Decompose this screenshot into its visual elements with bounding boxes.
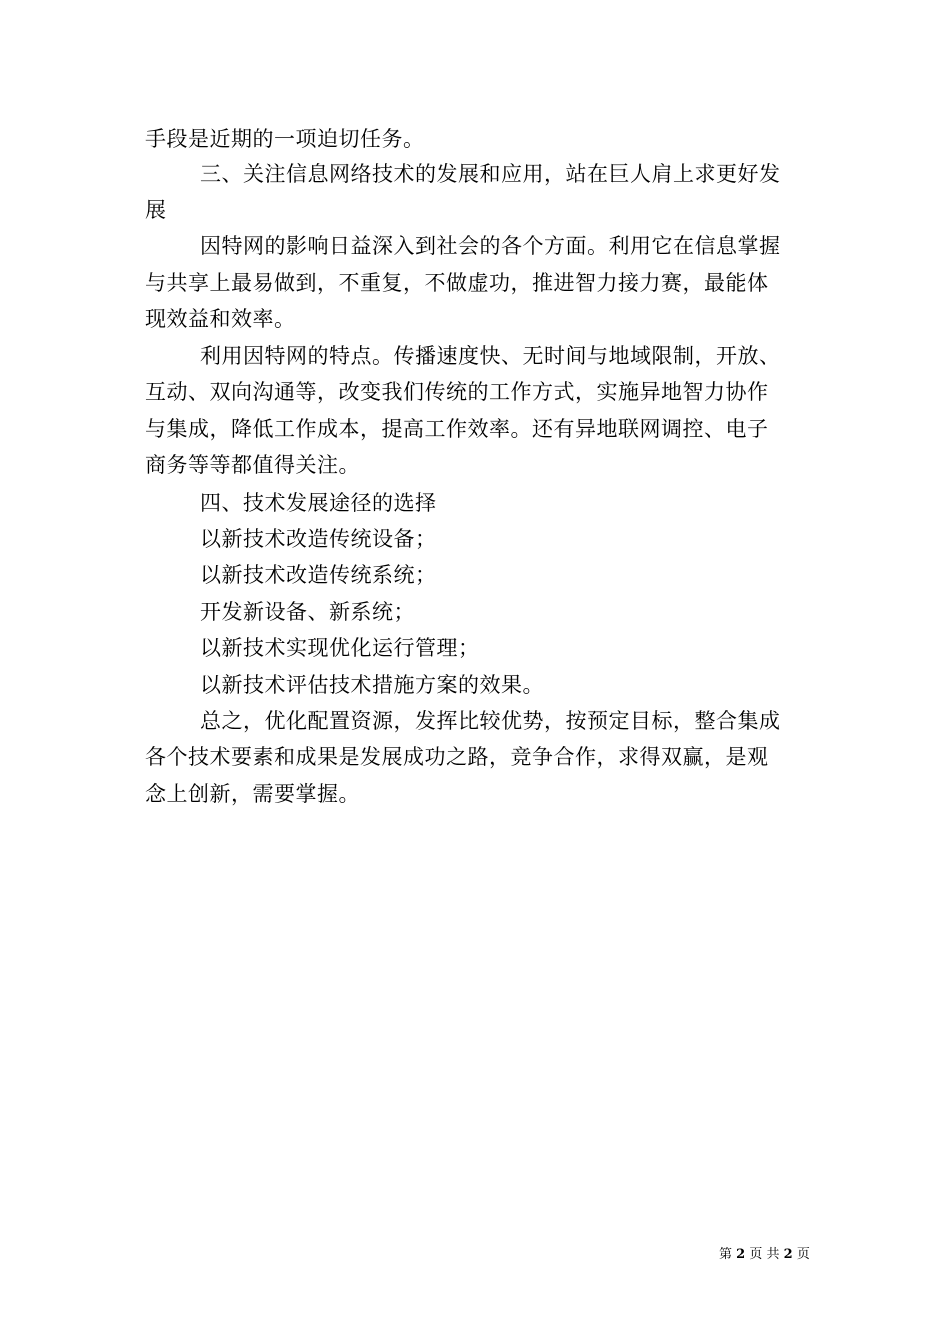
text-line: 手段是近期的一项迫切任务。 [145, 127, 425, 151]
text-line: 展 [145, 198, 167, 222]
text-line: 与共享上最易做到，不重复，不做虚功，推进智力接力赛，最能体 [145, 271, 769, 295]
text-line: 因特网的影响日益深入到社会的各个方面。利用它在信息掌握 [200, 234, 781, 258]
footer-total-pages: 2 [783, 1247, 793, 1262]
list-item: 以新技术评估技术措施方案的效果。 [200, 673, 544, 697]
list-item: 开发新设备、新系统； [200, 600, 415, 624]
footer-prefix: 第 [719, 1247, 733, 1262]
list-item: 以新技术改造传统系统； [200, 563, 437, 587]
footer-current-page: 2 [736, 1247, 746, 1262]
text-line: 现效益和效率。 [145, 307, 296, 331]
page-number-footer [719, 1247, 810, 1263]
text-line: 商务等等都值得关注。 [145, 453, 360, 477]
footer-suffix: 页 [796, 1247, 810, 1262]
section-heading: 四、技术发展途径的选择 [200, 491, 437, 515]
list-item: 以新技术实现优化运行管理； [200, 636, 480, 660]
text-line: 互动、双向沟通等，改变我们传统的工作方式，实施异地智力协作 [145, 380, 769, 404]
text-line: 与集成，降低工作成本，提高工作效率。还有异地联网调控、电子 [145, 417, 769, 441]
list-item: 以新技术改造传统设备； [200, 527, 437, 551]
footer-middle: 页 共 [749, 1247, 780, 1262]
text-line: 念上创新，需要掌握。 [145, 782, 360, 806]
text-line: 总之，优化配置资源，发挥比较优势，按预定目标，整合集成 [200, 709, 781, 733]
text-line: 利用因特网的特点。传播速度快、无时间与地域限制，开放、 [200, 344, 781, 368]
text-line: 各个技术要素和成果是发展成功之路，竞争合作，求得双赢，是观 [145, 745, 769, 769]
section-heading: 三、关注信息网络技术的发展和应用，站在巨人肩上求更好发 [200, 162, 781, 186]
